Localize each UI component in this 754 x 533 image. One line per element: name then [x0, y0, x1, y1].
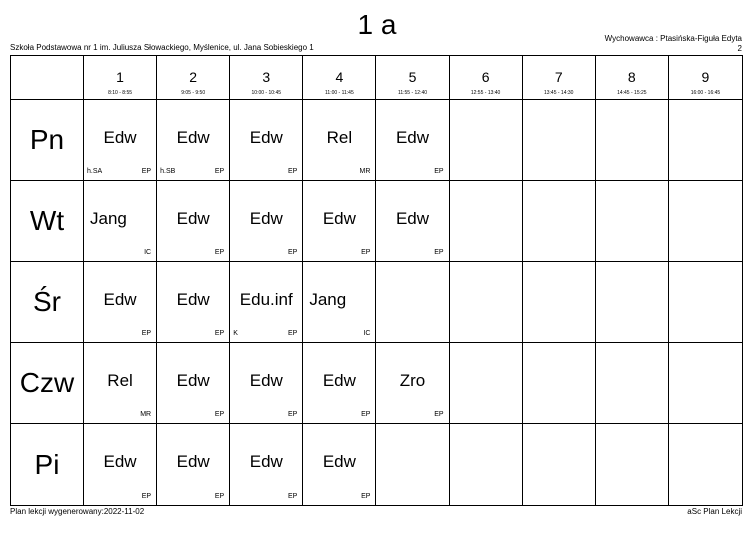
- period-number: 5: [408, 69, 417, 85]
- lesson-cell: [669, 343, 742, 424]
- lesson-cell: [596, 424, 669, 505]
- period-number: 8: [627, 69, 636, 85]
- lesson-cell: [230, 181, 303, 262]
- lesson-subject: Edw: [103, 128, 137, 147]
- lesson-cell: [157, 343, 230, 424]
- lesson-cell: [596, 262, 669, 343]
- lesson-teacher: EP: [434, 168, 444, 175]
- lesson-subject: Edw: [322, 209, 356, 228]
- lesson-cell: [303, 262, 376, 343]
- lesson-cell: [376, 424, 449, 505]
- lesson-teacher: EP: [141, 493, 152, 500]
- day-label: Śr: [33, 286, 61, 317]
- lesson-cell: [230, 100, 303, 181]
- period-number: 2: [189, 69, 198, 85]
- period-header: [230, 56, 303, 100]
- lesson-cell: [523, 343, 596, 424]
- school-name: Szkoła Podstawowa nr 1 im. Juliusza Słowackiego, Myślenice, ul. Jana Sobieskiego 1: [10, 43, 314, 52]
- generated-date: Plan lekcji wygenerowany:2022-11-02: [10, 507, 145, 516]
- lesson-teacher: EP: [141, 168, 152, 175]
- lesson-subject: Jang: [309, 290, 347, 309]
- lesson-cell: [450, 181, 523, 262]
- lesson-cell: [303, 343, 376, 424]
- lesson-cell: [523, 100, 596, 181]
- lesson-teacher: EP: [214, 168, 225, 175]
- lesson-teacher: EP: [361, 411, 371, 418]
- lesson-cell: [669, 262, 742, 343]
- period-header: [596, 56, 669, 100]
- period-number: 1: [116, 69, 124, 85]
- lesson-cell: [157, 262, 230, 343]
- day-header: [11, 262, 84, 343]
- lesson-cell: [376, 100, 449, 181]
- lesson-subject: Jang: [90, 209, 127, 228]
- period-time: 12:55 - 13:40: [470, 90, 501, 96]
- period-header: [669, 56, 742, 100]
- lesson-cell: [230, 262, 303, 343]
- period-time: 13:45 - 14:30: [543, 90, 574, 96]
- lesson-subject: Edw: [322, 452, 356, 471]
- lesson-teacher: EP: [361, 249, 371, 256]
- lesson-room: h.SA: [87, 168, 103, 175]
- timetable-title: 1 a: [357, 9, 397, 40]
- lesson-subject: Rel: [326, 128, 353, 147]
- day-header: [11, 100, 84, 181]
- lesson-teacher: IC: [144, 249, 152, 256]
- lesson-subject: Edw: [322, 371, 356, 390]
- page-number: 2: [737, 44, 742, 53]
- lesson-subject: Edw: [395, 209, 430, 228]
- lesson-subject: Edw: [249, 128, 283, 147]
- lesson-teacher: EP: [287, 411, 298, 418]
- lesson-teacher: EP: [141, 330, 152, 337]
- lesson-subject: Edw: [249, 209, 283, 228]
- lesson-cell: [450, 343, 523, 424]
- lesson-cell: [450, 424, 523, 505]
- lesson-subject: Edu.inf: [239, 290, 293, 309]
- period-time: 16:00 - 16:45: [690, 90, 721, 96]
- lesson-cell: [596, 181, 669, 262]
- lesson-cell: [450, 100, 523, 181]
- lesson-teacher: MR: [359, 168, 371, 175]
- lesson-cell: [84, 262, 157, 343]
- grid-corner: [11, 56, 84, 100]
- lesson-cell: [376, 262, 449, 343]
- lesson-teacher: MR: [140, 411, 152, 418]
- lesson-teacher: EP: [214, 411, 225, 418]
- lesson-teacher: EP: [214, 330, 225, 337]
- lesson-subject: Edw: [103, 452, 137, 471]
- period-number: 4: [335, 69, 344, 85]
- period-number: 3: [262, 69, 271, 85]
- lesson-cell: [669, 181, 742, 262]
- lesson-teacher: EP: [287, 330, 298, 337]
- period-header: [157, 56, 230, 100]
- period-time: 9:05 - 9:50: [181, 90, 206, 96]
- lesson-cell: [84, 100, 157, 181]
- lesson-cell: [303, 100, 376, 181]
- lesson-subject: Edw: [249, 452, 283, 471]
- lesson-subject: Edw: [249, 371, 283, 390]
- lesson-cell: [450, 262, 523, 343]
- period-time: 11:55 - 12:40: [397, 90, 428, 96]
- day-header: [11, 343, 84, 424]
- lesson-teacher: EP: [287, 249, 298, 256]
- lesson-cell: [669, 100, 742, 181]
- day-label: Czw: [19, 367, 75, 398]
- lesson-subject: Edw: [176, 452, 210, 471]
- lesson-cell: [84, 424, 157, 505]
- lesson-subject: Edw: [176, 371, 210, 390]
- period-number: 6: [481, 69, 490, 85]
- lesson-cell: [523, 262, 596, 343]
- period-time: 10:00 - 10:45: [251, 90, 281, 96]
- day-header: [11, 181, 84, 262]
- period-header: [303, 56, 376, 100]
- day-header: [11, 424, 84, 505]
- lesson-cell: [157, 424, 230, 505]
- period-header: [376, 56, 449, 100]
- lesson-cell: [230, 343, 303, 424]
- lesson-subject: Edw: [176, 209, 210, 228]
- lesson-cell: [376, 343, 449, 424]
- period-time: 8:10 - 8:55: [108, 90, 132, 96]
- class-teacher: Wychowawca : Ptasińska-Figuła Edyta: [604, 34, 742, 43]
- period-number: 7: [554, 69, 563, 85]
- day-label: Pi: [34, 448, 60, 480]
- lesson-room: K: [233, 330, 238, 337]
- lesson-cell: [303, 424, 376, 505]
- day-label: Wt: [29, 205, 65, 236]
- lesson-cell: [303, 181, 376, 262]
- lesson-teacher: EP: [214, 493, 225, 500]
- lesson-subject: Rel: [107, 371, 133, 390]
- period-time: 11:00 - 11:45: [325, 90, 354, 96]
- day-label: Pn: [29, 124, 65, 155]
- lesson-cell: [157, 100, 230, 181]
- lesson-cell: [669, 424, 742, 505]
- lesson-cell: [523, 181, 596, 262]
- lesson-teacher: EP: [434, 411, 444, 418]
- period-header: [84, 56, 157, 100]
- lesson-teacher: EP: [361, 493, 371, 500]
- timetable-grid: [10, 55, 743, 506]
- lesson-cell: [596, 100, 669, 181]
- lesson-teacher: EP: [287, 493, 298, 500]
- lesson-cell: [523, 424, 596, 505]
- period-header: [523, 56, 596, 100]
- lesson-subject: Edw: [176, 290, 210, 309]
- lesson-teacher: EP: [214, 249, 225, 256]
- lesson-subject: Edw: [395, 128, 430, 147]
- period-header: [450, 56, 523, 100]
- lesson-cell: [376, 181, 449, 262]
- lesson-cell: [157, 181, 230, 262]
- period-number: 9: [701, 69, 710, 85]
- lesson-subject: Edw: [103, 290, 137, 309]
- lesson-teacher: IC: [363, 330, 371, 337]
- lesson-cell: [596, 343, 669, 424]
- lesson-cell: [84, 181, 157, 262]
- lesson-subject: Zro: [399, 371, 426, 390]
- lesson-teacher: EP: [434, 249, 444, 256]
- period-time: 14:45 - 15:25: [617, 90, 647, 96]
- lesson-subject: Edw: [176, 128, 210, 147]
- lesson-room: h.SB: [160, 168, 176, 175]
- software-name: aSc Plan Lekcji: [687, 507, 742, 516]
- lesson-teacher: EP: [287, 168, 298, 175]
- lesson-cell: [84, 343, 157, 424]
- lesson-cell: [230, 424, 303, 505]
